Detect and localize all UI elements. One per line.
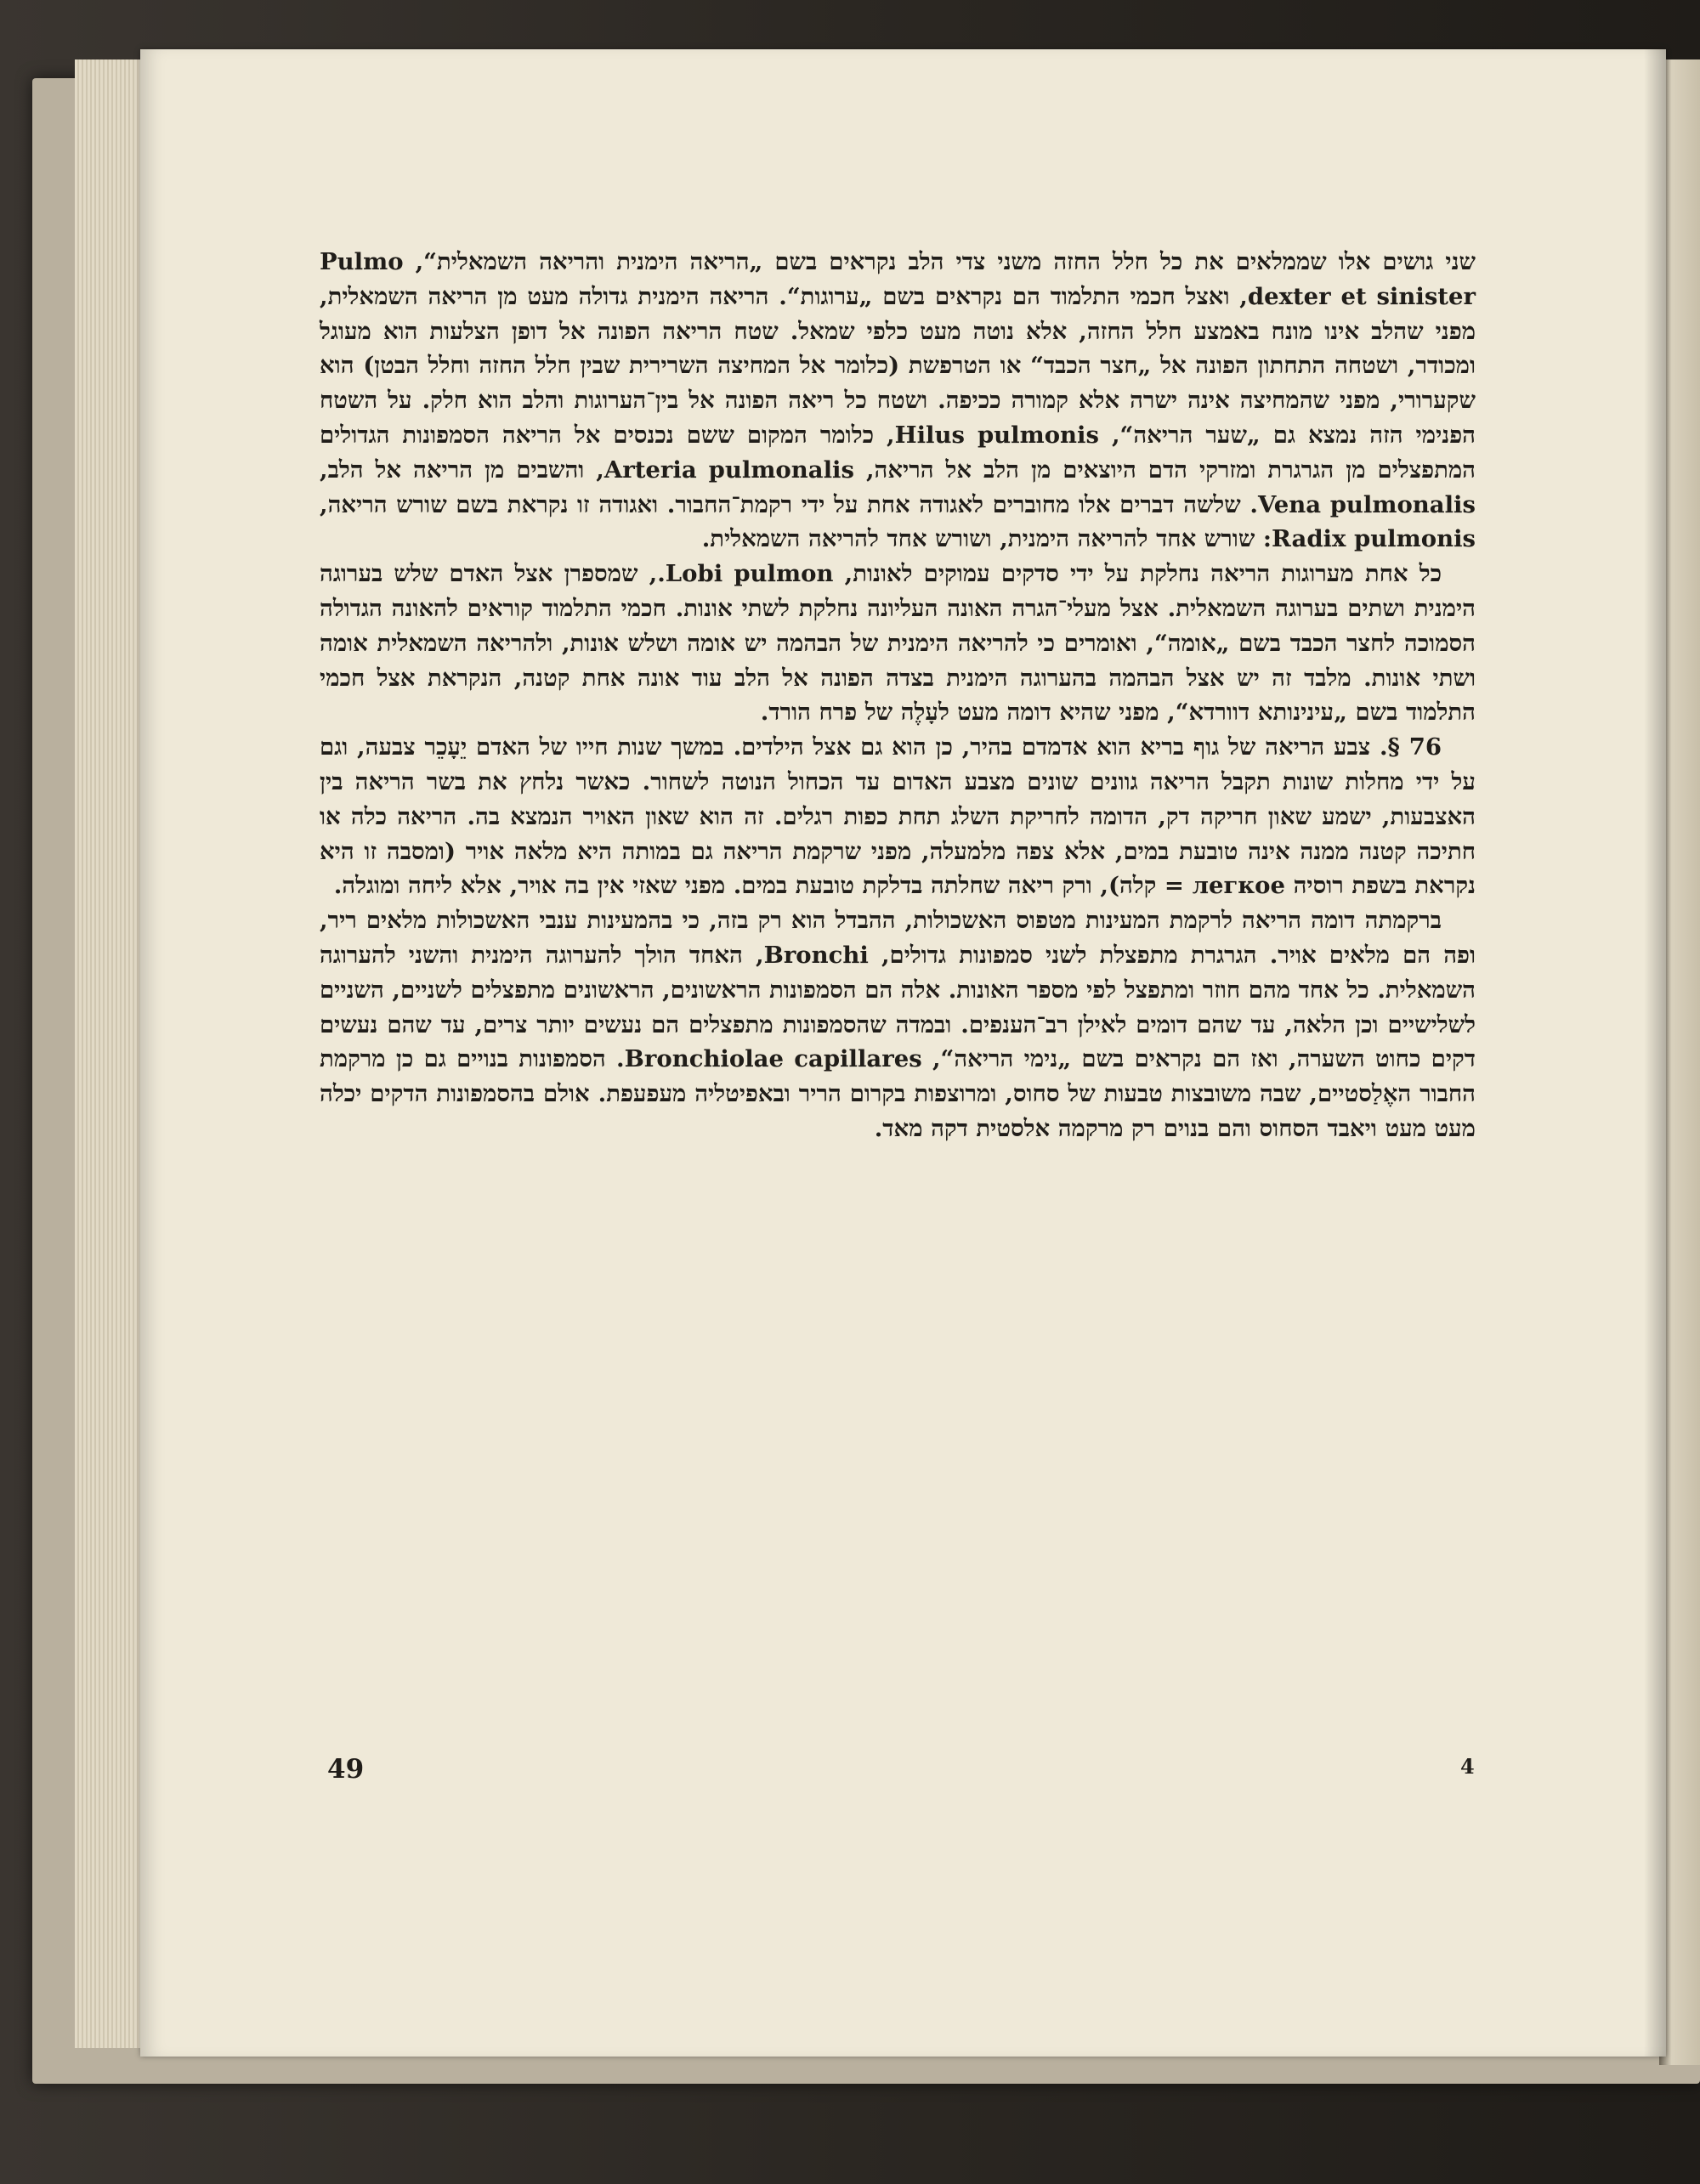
paragraph-section-76: 76 §. צבע הריאה של גוף בריא הוא אדמדם בהיר, כן הוא גם אצל הילדים. במשך שנות חייו של האדם יֵעָכֵר צבעה, וגם על ידי מחלות שונות תקבל הריאה גוונים שונים מצבע האדום עד הכחול הנוטה לשחור. כאשר נלחץ את בשר הריאה בין האצבעות, ישמע שאון חריקה דק, הדומה לחריקת השלג תחת כפות רגלים. זה הוא שאון האויר הנמצא בה. הריאה כלה או חתיכה קטנה ממנה אינה טובעת במים, אלא צפה מלמעלה, מפני שרקמת הריאה גם במותה היא מלאה אויר (ומסבה זו היא נקראת בשפת רוסיה легкое = קלה), ורק ריאה שחלתה בדלקת טובעת במים. מפני שאזי אין בה אויר, אלא ליחה ומוגלה.	[320, 733, 1476, 900]
text-block	[320, 245, 1476, 1146]
paragraph-lobes: כל אחת מערוגות הריאה נחלקת על ידי סדקים עמוקים לאונות, Lobi pulmon., שמספרן אצל האדם שלש בערוגה הימנית ושתים בערוגה השמאלית. אצל מעלי־הגרה האונה העליונה נחלקת לשתי אונות. חכמי התלמוד קוראים להאונה הגדולה הסמוכה לחצר הכבד בשם „אומה“, ואומרים כי להריאה הימנית של הבהמה יש אומה ושלש אונות, ולהריאה השמאלית אומה ושתי אונות. מלבד זה יש אצל הבהמה בהערוגה הימנית בצדה הפונה אל הלב עוד אונה אחת קטנה, הנקראת אצל חכמי התלמוד בשם „עינינותא דוורדא“, מפני שהיא דומה מעט לעָלֶה של פרח הורד.	[320, 560, 1476, 727]
paragraph-bronchi: ברקמתה דומה הריאה לרקמת המעינות מטפוס האשכולות, ההבדל הוא רק בזה, כי בהמעינות ענבי האשכולות מלאים ריר, ופה הם מלאים אויר. הגרגרת מתפצלת לשני סמפונות גדולים, Bronchi, האחד הולך להערוגה הימנית והשני להערוגה השמאלית. כל אחד מהם חוזר ומתפצל לפי מספר האונות. אלה הם הסמפונות הראשונים, הראשונים מתפצלים לשניים, השניים לשלישיים וכן הלאה, עד שהם דומים לאילן רב־הענפים. ובמדה שהסמפונות מתפצלים הם נעשים יותר צרים, עד שהם נעשים דקים כחוט השערה, ואז הם נקראים בשם „נימי הריאה“, Bronchiolae capillares. הסמפונות בנויים גם כן מרקמת החבור האֶלַסטיים, שבה משובצות טבעות של סחוס, ומרוצפות בקרום הריר ובאפיטליה מעפעפת. אולם בהסמפונות הדקים יכלה מעט מעט ויאבד הסחוס והם בנוים רק מרקמה אלסטית דקה מאד.	[320, 907, 1476, 1142]
page-number: 49	[327, 1754, 365, 1785]
gutter-shadow	[1644, 49, 1666, 2057]
signature-mark: 4	[1460, 1754, 1475, 1779]
paragraph-lungs-intro: שני גושים אלו שממלאים את כל חלל החזה משני צדי הלב נקראים בשם „הריאה הימנית והריאה השמאלית“, Pulmo dexter et sinister, ואצל חכמי התלמוד הם נקראים בשם „ערוגות“. הריאה הימנית גדולה מעט מן הריאה השמאלית, מפני שהלב אינו מונח באמצע חלל החזה, אלא נוטה מעט כלפי שמאל. שטח הריאה הפונה אל דופן הצלעות הוא מעוגל ומכודר, ושטחה התחתון הפונה אל „חצר הכבד“ או הטרפשת (כלומר אל המחיצה השרירית שבין חלל החזה וחלל הבטן) הוא שקערורי, מפני שהמחיצה אינה ישרה אלא קמורה ככיפה. ושטח כל ריאה הפונה אל בין־הערוגות והלב הוא חלק. על השטח הפנימי הזה נמצא גם „שער הריאה“, Hilus pulmonis, כלומר המקום ששם נכנסים אל הריאה הסמפונות הגדולים המתפצלים מן הגרגרת ומזרקי הדם היוצאים מן הלב אל הריאה, Arteria pulmonalis, והשבים מן הריאה אל הלב, Vena pulmonalis. שלשה דברים אלו מחוברים לאגודה אחת על ידי רקמת־החבור. ואגודה זו נקראת בשם שורש הריאה, Radix pulmonis: שורש אחד להריאה הימנית, ושורש אחד להריאה השמאלית.	[320, 248, 1476, 553]
